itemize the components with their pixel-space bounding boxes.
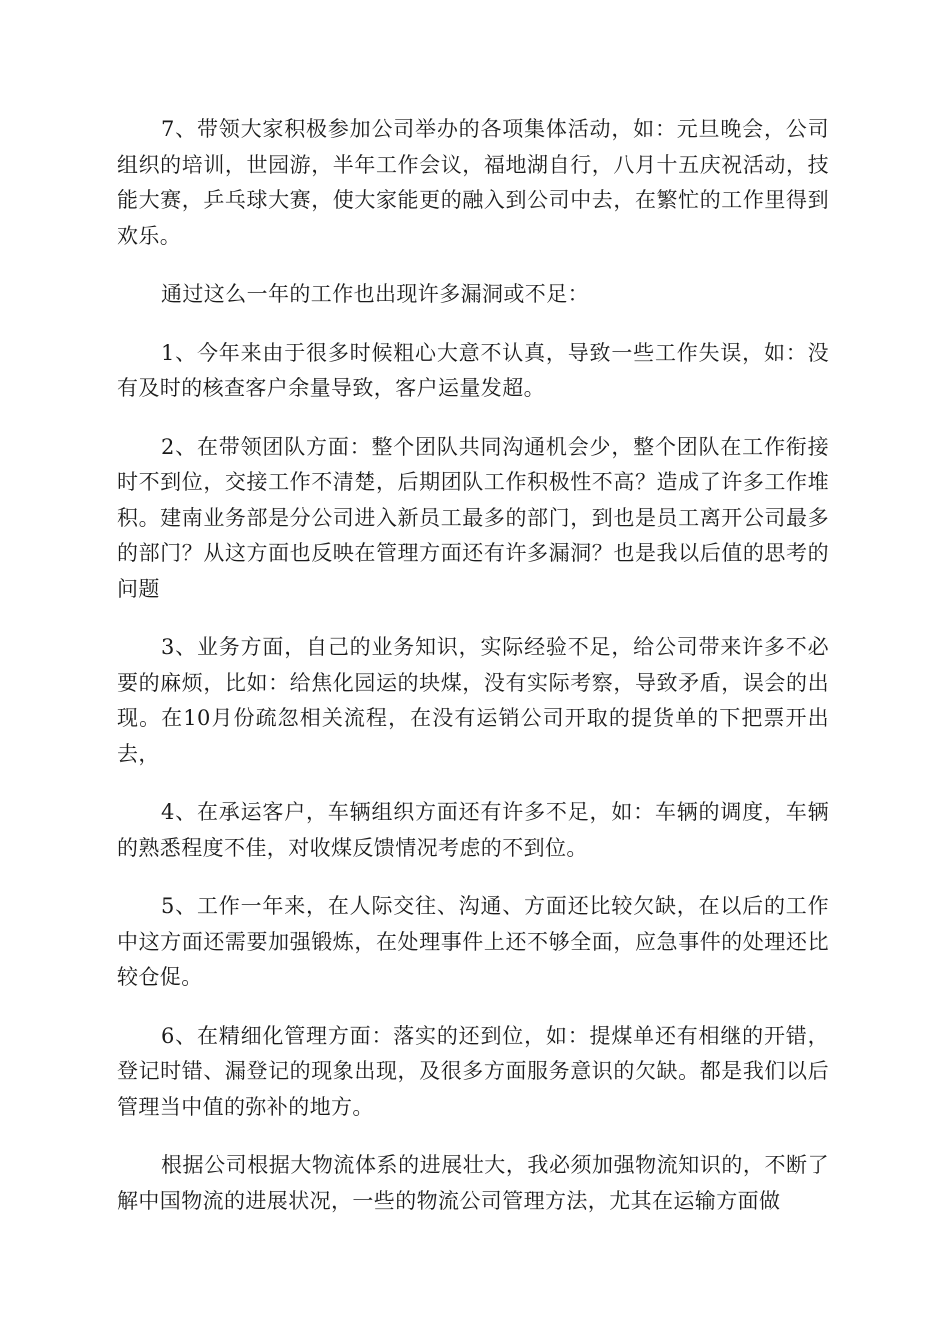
paragraph-item-5: 5、工作一年来，在人际交往、沟通、方面还比较欠缺，在以后的工作中这方面还需要加强锻炼，在处理事件上还不够全面，应急事件的处理还比较仓促。 <box>117 894 829 989</box>
paragraph-item-4: 4、在承运客户，车辆组织方面还有许多不足，如：车辆的调度，车辆的熟悉程度不佳，对收煤反馈情况考虑的不到位。 <box>117 800 829 860</box>
paragraph-shortcomings-intro: 通过这么一年的工作也出现许多漏洞或不足： <box>161 282 589 306</box>
paragraph-item-3: 3、业务方面，自己的业务知识，实际经验不足，给公司带来许多不必要的麻烦，比如：给焦化园运的块煤，没有实际考察，导致矛盾，误会的出现。在10月份疏忽相关流程，在没有运销公司开取的提货单的下把票开出去， <box>117 635 829 766</box>
paragraph-item-2: 2、在带领团队方面：整个团队共同沟通机会少，整个团队在工作衔接时不到位，交接工作不清楚，后期团队工作积极性不高？造成了许多工作堆积。建南业务部是分公司进入新员工最多的部门，到也是员工离开公司最多的部门？从这方面也反映在管理方面还有许多漏洞？也是我以后值的思考的问题 <box>117 434 829 601</box>
document-body <box>117 112 829 1242</box>
paragraph-item-6: 6、在精细化管理方面：落实的还到位，如：提煤单还有相继的开错，登记时错、漏登记的现象出现，及很多方面服务意识的欠缺。都是我们以后管理当中值的弥补的地方。 <box>117 1023 829 1119</box>
paragraph-plan: 根据公司根据大物流体系的进展壮大，我必须加强物流知识的，不断了解中国物流的进展状况，一些的物流公司管理方法，尤其在运输方面做 <box>117 1153 829 1213</box>
paragraph-activities: 7、带领大家积极参加公司举办的各项集体活动，如：元旦晚会，公司组织的培训，世园游，半年工作会议，福地湖自行，八月十五庆祝活动，技能大赛，乒乓球大赛，使大家能更的融入到公司中去，在繁忙的工作里得到欢乐。 <box>117 117 829 248</box>
paragraph-item-1: 1、今年来由于很多时候粗心大意不认真，导致一些工作失误，如：没有及时的核查客户余量导致，客户运量发超。 <box>117 340 829 400</box>
